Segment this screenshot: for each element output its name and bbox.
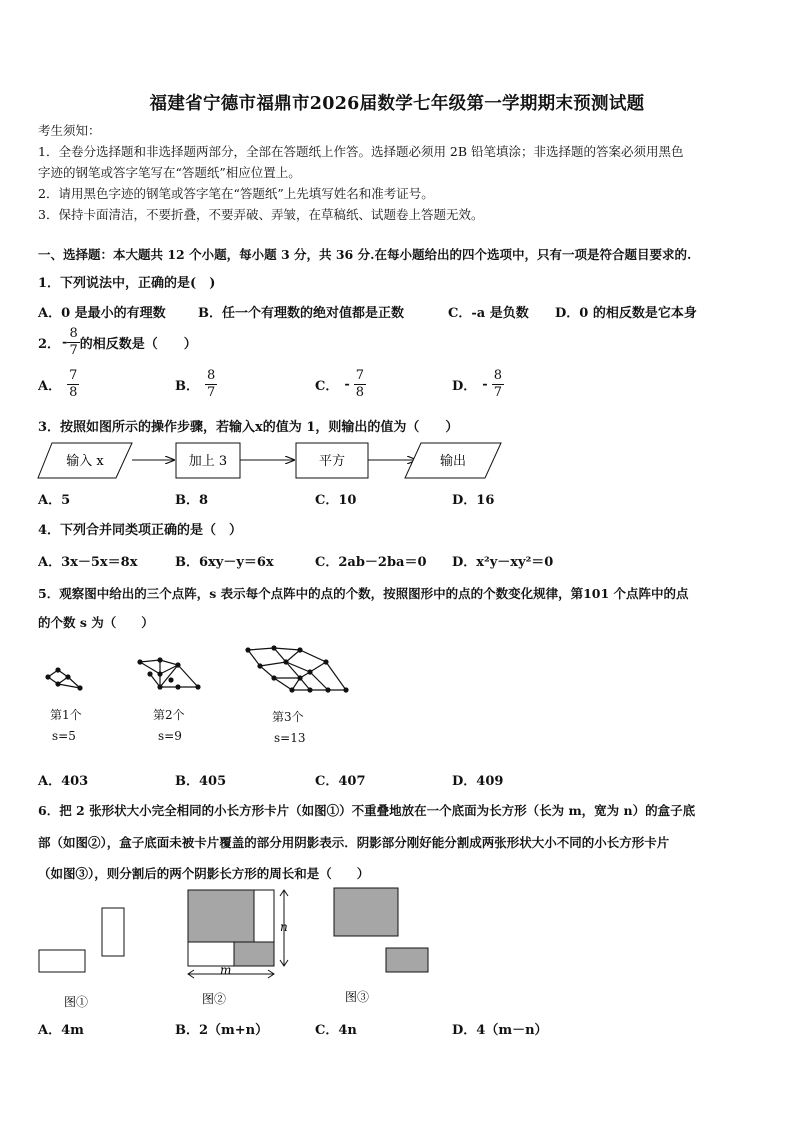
fig1-card-vertical xyxy=(102,908,124,956)
fig2-dim-n: n xyxy=(280,920,288,934)
page-title: 福建省宁德市福鼎市2026届数学七年级第一学期期末预测试题 xyxy=(149,94,645,114)
q1-stem: 1．下列说法中，正确的是( ) xyxy=(38,276,216,291)
q2-option-a xyxy=(38,368,79,401)
q2-minus: - xyxy=(62,335,68,350)
q2-option-b xyxy=(175,368,217,401)
fig2-label: 图② xyxy=(202,992,227,1006)
q2-tail: 的相反数是（ ） xyxy=(79,337,197,352)
q2-option-b-num: 8 xyxy=(207,368,216,383)
q3-option-b: B．8 xyxy=(175,493,209,508)
fig1-label: 图① xyxy=(64,995,89,1009)
q5-fig1-label: 第1个 xyxy=(50,708,82,722)
notice-line-4: 3．保持卡面清洁，不要折叠，不要弄破、弄皱，在草稿纸、试题卷上答题无效。 xyxy=(38,207,484,222)
q2-option-c-label: C． xyxy=(315,379,339,394)
q5-stem-line2: 的个数 s 为（ ） xyxy=(38,615,154,630)
q2-option-d-sign: - xyxy=(482,377,488,392)
q2-option-d-num: 8 xyxy=(493,368,502,383)
q1-option-d: D．0 的相反数是它本身 xyxy=(555,306,697,321)
q3-stem: 3．按照如图所示的操作步骤，若输入x的值为 1，则输出的值为（ ） xyxy=(38,420,459,435)
fig1-card-horizontal xyxy=(39,950,85,972)
q2-option-d xyxy=(452,368,504,401)
fig3-shade-small xyxy=(386,948,428,972)
fig3-label: 图③ xyxy=(345,990,370,1004)
q5-fig3-s: s=13 xyxy=(274,731,306,745)
q2-option-c-den: 8 xyxy=(355,385,365,400)
q6-option-c: C．4n xyxy=(315,1023,357,1038)
q2-option-d-fraction xyxy=(492,368,504,401)
q3-option-a: A．5 xyxy=(38,493,71,508)
q2-option-d-label: D． xyxy=(452,379,477,394)
fig2-shade-large xyxy=(188,890,254,942)
q3-flowchart xyxy=(36,440,506,482)
q3-option-d: D．16 xyxy=(452,493,495,508)
q5-option-c: C．407 xyxy=(315,774,366,789)
q5-option-b: B．405 xyxy=(175,774,227,789)
q6-option-d: D．4（m－n） xyxy=(452,1023,548,1038)
fig2-shade-small xyxy=(234,942,274,966)
flow-add-label: 加上 3 xyxy=(188,454,228,469)
q6-stem-line3: （如图③），则分割后的两个阴影长方形的周长和是（ ） xyxy=(38,866,370,881)
q5-fig2-label: 第2个 xyxy=(153,708,185,722)
q4-option-d: D．x²y－xy²＝0 xyxy=(452,555,554,570)
q2-option-c xyxy=(315,368,366,401)
q4-option-c: C．2ab－2ba＝0 xyxy=(315,555,427,570)
q3-option-c: C．10 xyxy=(315,493,357,508)
q6-stem-line1: 6．把 2 张形状大小完全相同的小长方形卡片（如图①）不重叠地放在一个底面为长方形（长为 m，宽为 n）的盒子底 xyxy=(38,803,696,818)
q5-fig1-s: s=5 xyxy=(52,729,76,743)
q2-number: 2． xyxy=(38,337,61,352)
q2-option-a-label: A． xyxy=(38,379,62,394)
q2-option-c-sign: - xyxy=(344,377,350,392)
q5-fig2-s: s=9 xyxy=(158,729,182,743)
q5-option-a: A．403 xyxy=(38,774,89,789)
notice-line-3: 2．请用黑色字迹的钢笔或答字笔在“答题纸”上先填写姓名和准考证号。 xyxy=(38,186,434,201)
fig2-card-vertical xyxy=(254,890,274,942)
q6-option-b: B．2（m+n） xyxy=(175,1023,269,1038)
flow-square-label: 平方 xyxy=(318,454,346,469)
q2-option-c-fraction xyxy=(354,368,366,401)
q1-option-c: C．-a 是负数 xyxy=(448,306,529,321)
q6-option-a: A．4m xyxy=(38,1023,84,1038)
q5-option-d: D．409 xyxy=(452,774,504,789)
q1-option-a: A．0 是最小的有理数 xyxy=(38,306,166,321)
notice-line-2: 字迹的钢笔或答字笔写在“答题纸”相应位置上。 xyxy=(38,165,301,180)
flow-input-label: 输入 x xyxy=(66,454,104,469)
q2-stem xyxy=(38,326,197,359)
q2-option-c-num: 7 xyxy=(355,368,365,383)
q6-stem-line2: 部（如图②），盒子底面未被卡片覆盖的部分用阴影表示．阴影部分刚好能分割成两张形状大小不同的小长方形卡片 xyxy=(38,835,670,850)
q4-option-b: B．6xy－y＝6x xyxy=(175,555,274,570)
fig2-dim-m: m xyxy=(220,963,232,977)
q2-option-d-den: 7 xyxy=(493,385,502,400)
q2-option-b-den: 7 xyxy=(207,385,216,400)
q2-fraction-den: 7 xyxy=(69,343,78,358)
q2-fraction-num: 8 xyxy=(69,326,78,341)
flow-output-label: 输出 xyxy=(439,454,467,469)
q2-option-b-fraction xyxy=(205,368,217,401)
q6-figures xyxy=(36,886,436,1012)
q4-stem: 4．下列合并同类项正确的是（ ） xyxy=(38,523,243,538)
q5-fig3-label: 第3个 xyxy=(272,710,304,724)
q2-option-b-label: B． xyxy=(175,379,199,394)
section-heading: 一、选择题：本大题共 12 个小题，每小题 3 分，共 36 分.在每小题给出的四个选项中，只有一项是符合题目要求的. xyxy=(38,247,692,262)
q2-option-a-num: 7 xyxy=(69,368,78,383)
fig3-shade-large xyxy=(334,888,398,936)
q2-option-a-fraction xyxy=(67,368,79,401)
notice-heading: 考生须知： xyxy=(38,123,101,138)
q4-option-a: A．3x－5x＝8x xyxy=(38,555,138,570)
q1-option-b: B．任一个有理数的绝对值都是正数 xyxy=(198,306,404,321)
q5-dot-lattices xyxy=(38,642,358,704)
q2-option-a-den: 8 xyxy=(69,385,78,400)
notice-line-1: 1．全卷分选择题和非选择题两部分，全部在答题纸上作答。选择题必须用 2B 铅笔填涂；非选择题的答案必须用黑色 xyxy=(38,144,684,159)
q5-stem-line1: 5．观察图中给出的三个点阵，s 表示每个点阵中的点的个数，按照图形中的点的个数变化规律，第101 个点阵中的点 xyxy=(38,586,689,601)
q2-fraction xyxy=(67,326,79,359)
